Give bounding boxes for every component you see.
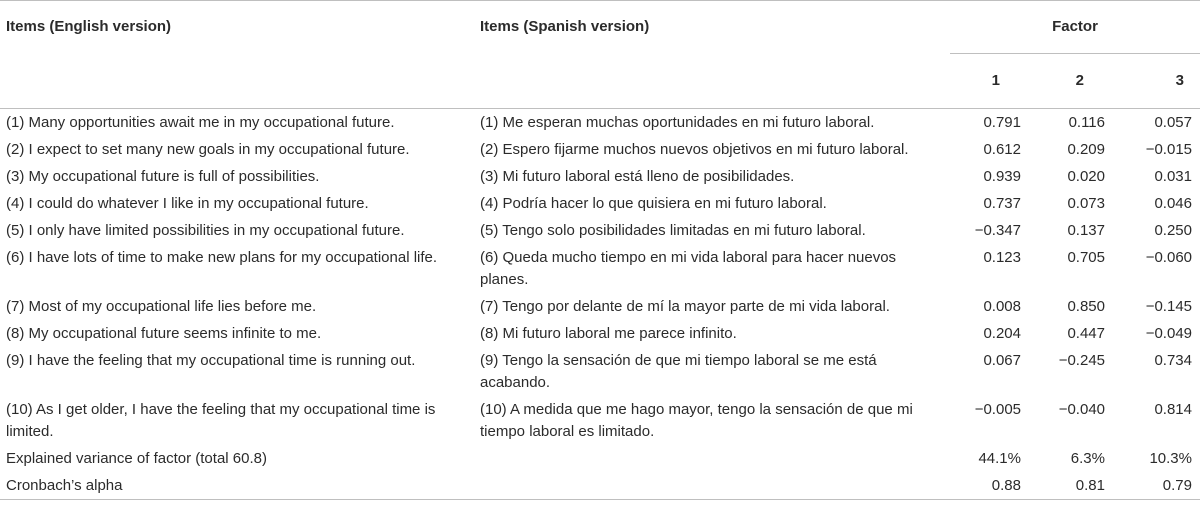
table-row <box>0 293 1200 320</box>
loading-factor-2: 0.209 <box>1067 140 1105 158</box>
factor-1-header: 1 <box>950 54 1030 108</box>
col-header-factor: Factor <box>1052 18 1098 35</box>
item-english: (5) I only have limited possibilities in my occupational future. <box>6 221 405 239</box>
item-english: (6) I have lots of time to make new plans for my occupational life. <box>6 248 438 266</box>
loading-factor-2: 0.073 <box>1067 194 1105 212</box>
loading-factor-3: −0.145 <box>1145 297 1192 315</box>
item-spanish: (7) Tengo por delante de mí la mayor parte de mi vida laboral. <box>480 297 890 315</box>
loading-factor-2: −0.040 <box>1058 400 1105 418</box>
loading-factor-1: 0.612 <box>983 140 1021 158</box>
loading-factor-2: 0.850 <box>1067 297 1105 315</box>
item-spanish: (3) Mi futuro laboral está lleno de posibilidades. <box>480 167 795 185</box>
loading-factor-1: −0.347 <box>974 221 1021 239</box>
explained-variance-row <box>0 445 1200 472</box>
factor-number-row <box>0 54 1200 108</box>
factor-3-header: 3 <box>1114 54 1200 108</box>
variance-factor-3: 10.3% <box>1149 449 1192 467</box>
item-spanish: (4) Podría hacer lo que quisiera en mi futuro laboral. <box>480 194 827 212</box>
table-row <box>0 108 1200 136</box>
table-row <box>0 347 1200 396</box>
item-spanish: (5) Tengo solo posibilidades limitadas en mi futuro laboral. <box>480 221 866 239</box>
col-header-spanish: Items (Spanish version) <box>480 1 950 55</box>
loading-factor-2: 0.705 <box>1067 248 1105 266</box>
variance-factor-1: 44.1% <box>978 449 1021 467</box>
item-english: (4) I could do whatever I like in my occupational future. <box>6 194 369 212</box>
loading-factor-1: 0.008 <box>983 297 1021 315</box>
alpha-factor-1: 0.88 <box>950 472 1030 500</box>
item-english: (3) My occupational future is full of possibilities. <box>6 167 320 185</box>
table-row <box>0 190 1200 217</box>
explained-variance-label: Explained variance of factor (total 60.8) <box>6 449 267 467</box>
header-row <box>0 1 1200 55</box>
alpha-factor-3: 0.79 <box>1114 472 1200 500</box>
alpha-factor-2: 0.81 <box>1030 472 1114 500</box>
loading-factor-1: 0.123 <box>983 248 1021 266</box>
col-header-english: Items (English version) <box>0 1 480 55</box>
loading-factor-2: 0.116 <box>1068 113 1105 131</box>
item-spanish: (1) Me esperan muchas oportunidades en mi futuro laboral. <box>480 113 875 131</box>
cronbach-alpha-row <box>0 472 1200 500</box>
loading-factor-3: 0.250 <box>1154 221 1192 239</box>
loading-factor-2: 0.137 <box>1067 221 1105 239</box>
table-row <box>0 163 1200 190</box>
loading-factor-3: 0.046 <box>1154 194 1192 212</box>
item-spanish: (10) A medida que me hago mayor, tengo la sensación de que mi tiempo laboral es limitado. <box>480 400 913 440</box>
item-spanish: (9) Tengo la sensación de que mi tiempo laboral se me está acabando. <box>480 351 877 391</box>
loading-factor-3: 0.031 <box>1154 167 1192 185</box>
item-english: (7) Most of my occupational life lies before me. <box>6 297 317 315</box>
loading-factor-3: 0.734 <box>1154 351 1192 369</box>
item-english: (8) My occupational future seems infinite to me. <box>6 324 322 342</box>
item-english: (10) As I get older, I have the feeling that my occupational time is limited. <box>6 400 436 440</box>
loading-factor-1: −0.005 <box>974 400 1021 418</box>
loading-factor-3: −0.015 <box>1145 140 1192 158</box>
loading-factor-1: 0.737 <box>983 194 1021 212</box>
loading-factor-3: 0.814 <box>1154 400 1192 418</box>
loading-factor-1: 0.791 <box>983 113 1021 131</box>
table-row <box>0 396 1200 445</box>
loading-factor-1: 0.204 <box>983 324 1021 342</box>
factor-2-header: 2 <box>1030 54 1114 108</box>
loading-factor-2: 0.020 <box>1067 167 1105 185</box>
variance-factor-2: 6.3% <box>1070 449 1105 467</box>
table-row <box>0 136 1200 163</box>
loading-factor-3: −0.049 <box>1145 324 1192 342</box>
loading-factor-1: 0.939 <box>983 167 1021 185</box>
item-english: (1) Many opportunities await me in my occupational future. <box>6 113 395 131</box>
loading-factor-1: 0.067 <box>983 351 1021 369</box>
item-english: (9) I have the feeling that my occupational time is running out. <box>6 351 416 369</box>
table-row <box>0 244 1200 293</box>
loading-factor-2: 0.447 <box>1067 324 1105 342</box>
item-spanish: (8) Mi futuro laboral me parece infinito. <box>480 324 737 342</box>
item-english: (2) I expect to set many new goals in my occupational future. <box>6 140 410 158</box>
table-row <box>0 320 1200 347</box>
loading-factor-3: −0.060 <box>1145 248 1192 266</box>
table-row <box>0 217 1200 244</box>
item-spanish: (2) Espero fijarme muchos nuevos objetivos en mi futuro laboral. <box>480 140 909 158</box>
cronbach-alpha-label: Cronbach’s alpha <box>0 472 950 500</box>
loading-factor-3: 0.057 <box>1154 113 1192 131</box>
item-spanish: (6) Queda mucho tiempo en mi vida laboral para hacer nuevos planes. <box>480 248 897 288</box>
loading-factor-2: −0.245 <box>1058 351 1105 369</box>
